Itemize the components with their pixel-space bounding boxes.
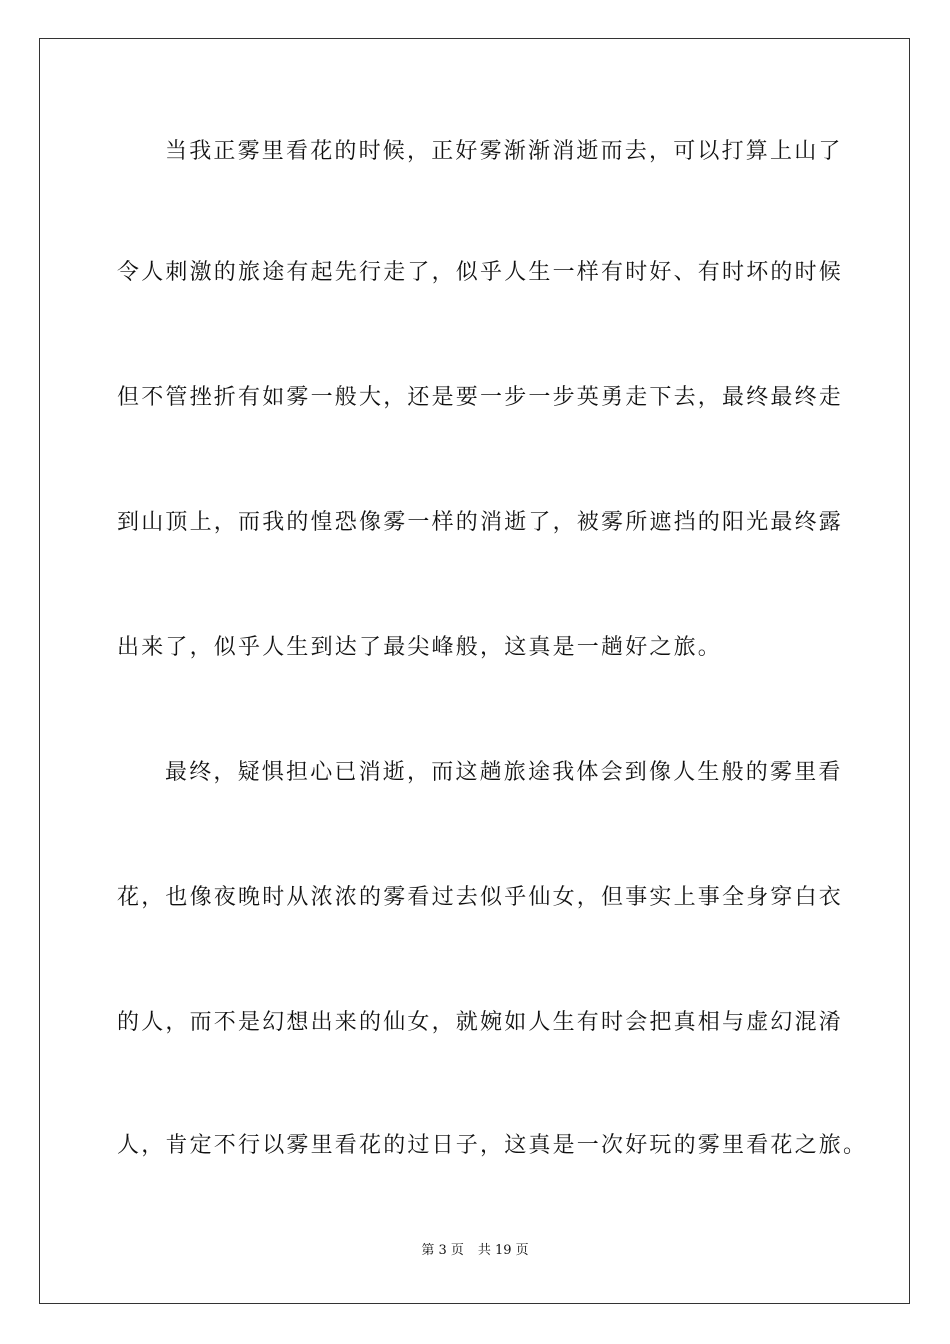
paragraph-1-line-2: 令人刺激的旅途有起先行走了，似乎人生一样有时好、有时坏的时候 bbox=[117, 260, 844, 285]
paragraph-2-line-4: 人，肯定不行以雾里看花的过日子，这真是一次好玩的雾里看花之旅。 bbox=[117, 1133, 868, 1158]
page-border bbox=[39, 38, 910, 1304]
paragraph-1-line-1: 当我正雾里看花的时候，正好雾渐渐消逝而去，可以打算上山了 bbox=[165, 139, 843, 164]
paragraph-1-line-4: 到山顶上，而我的惶恐像雾一样的消逝了，被雾所遮挡的阳光最终露 bbox=[117, 510, 844, 535]
paragraph-2-line-3: 的人，而不是幻想出来的仙女，就婉如人生有时会把真相与虚幻混淆 bbox=[117, 1010, 844, 1035]
paragraph-2-line-1: 最终，疑惧担心已消逝，而这趟旅途我体会到像人生般的雾里看 bbox=[165, 760, 843, 785]
page-footer bbox=[0, 1242, 950, 1260]
page-total: 共 19 页 bbox=[477, 1243, 529, 1258]
paragraph-1-line-3: 但不管挫折有如雾一般大，还是要一步一步英勇走下去，最终最终走 bbox=[117, 385, 844, 410]
paragraph-1-line-5: 出来了，似乎人生到达了最尖峰般，这真是一趟好之旅。 bbox=[117, 635, 723, 660]
paragraph-2-line-2: 花，也像夜晚时从浓浓的雾看过去似乎仙女，但事实上事全身穿白衣 bbox=[117, 885, 844, 910]
page-number: 第 3 页 bbox=[421, 1243, 464, 1258]
